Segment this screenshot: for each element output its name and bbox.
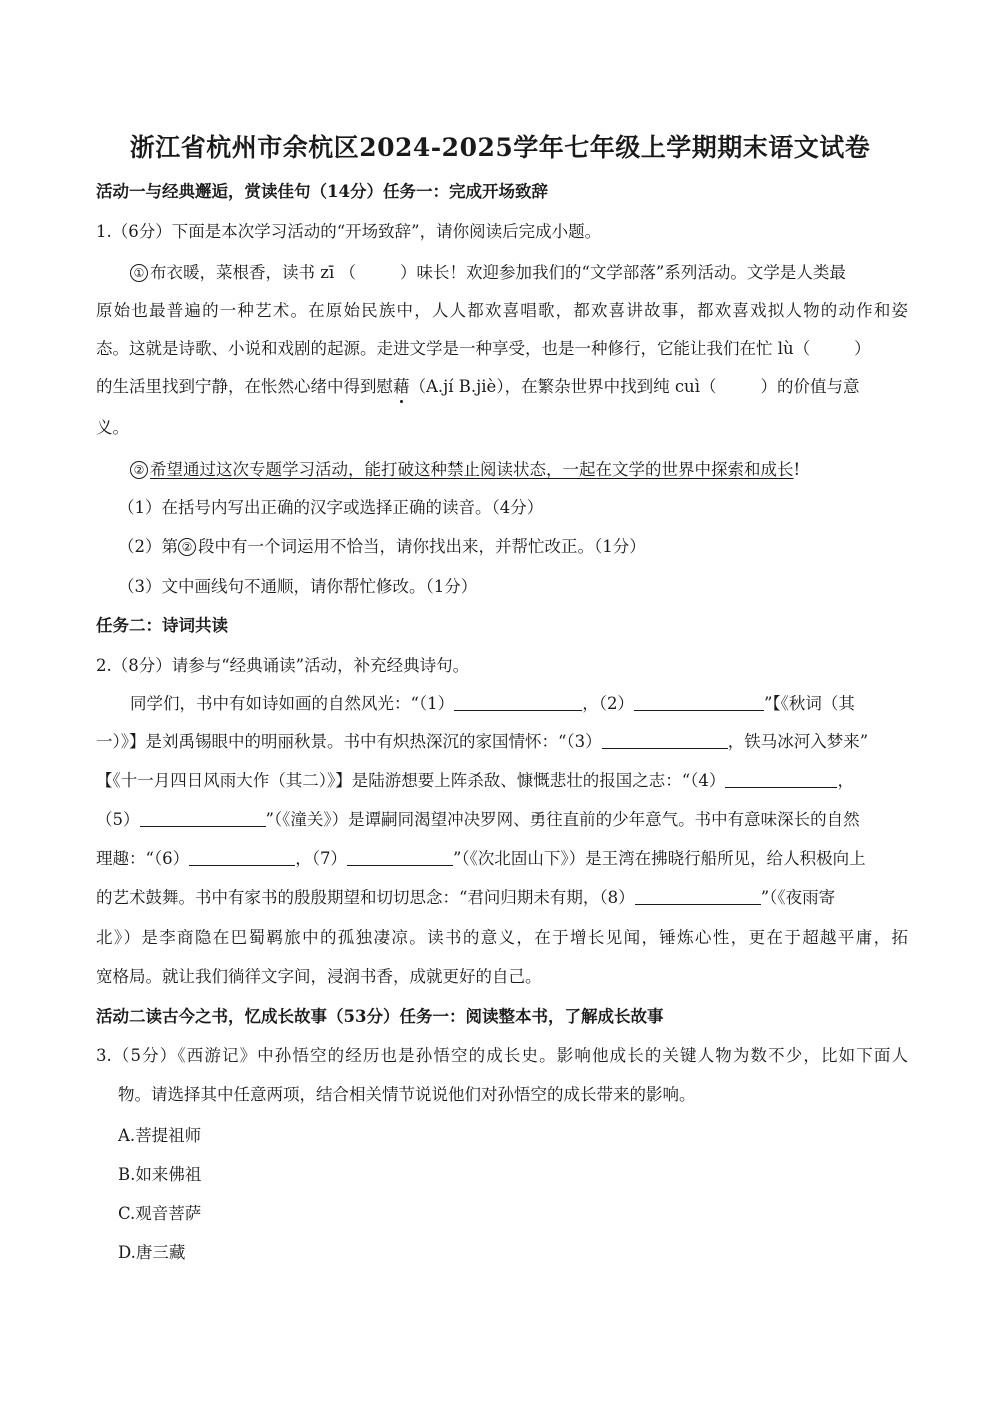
q1-stem: 1.（6分）下面是本次学习活动的“开场致辞”，请你阅读后完成小题。 (96, 222, 602, 241)
answer-blank-4[interactable] (725, 771, 837, 788)
q1-paragraph1-line3 (96, 337, 908, 361)
q2-l1-b: ，（2） (582, 694, 634, 713)
q2-l5-a: 理趣：“（6） (96, 849, 190, 868)
q1-p1-line4-c: ）的价值与意 (760, 377, 860, 396)
q2-l5-c: ”（《次北固山下》）是王湾在拂晓行船所见，给人积极向上 (452, 849, 866, 868)
q3-option-c: C.观音菩萨 (118, 1204, 202, 1223)
answer-blank-2[interactable] (634, 694, 764, 711)
q2-l4-b: ”（《潼关》）是谭嗣同渴望冲决罗网、勇往直前的少年意气。书中有意味深长的自然 (265, 810, 860, 829)
q1-sub2-b: 段中有一个词运用不恰当，请你找出来，并帮忙改正。（1分） (198, 537, 646, 556)
q2-line4 (96, 808, 908, 832)
q2-l6-b: ”（《夜雨寄 (760, 888, 836, 907)
q1-p1-text-b: ）味长！欢迎参加我们的“文学部落”系列活动。文学是人类最 (399, 263, 846, 282)
q2-l1-a: 同学们，书中有如诗如画的自然风光：“（1） (130, 694, 455, 713)
q2-l2-a: 一）》】是刘禹锡眼中的明丽秋景。书中有炽热深沉的家国情怀：“（3） (96, 732, 602, 751)
q1-p1-line4-a: 的生活里找到宁静，在怅然心绪中得到慰 (96, 377, 393, 396)
exam-title: 浙江省杭州市余杭区2024-2025学年七年级上学期期末语文试卷 (129, 133, 871, 162)
q2-line1 (130, 692, 908, 716)
q2-stem: 2.（8分）请参与“经典诵读”活动，补充经典诗句。 (96, 656, 470, 675)
q3-stem-line2: 物。请选择其中任意两项，结合相关情节说说他们对孙悟空的成长带来的影响。 (118, 1085, 696, 1104)
q1-p1-line3-b: ） (854, 339, 871, 358)
task2-heading: 任务二：诗词共读 (96, 616, 228, 635)
q1-p1-line3-a: 态。这就是诗歌、小说和戏剧的起源。走进文学是一种享受，也是一种修行，它能让我们在忙 lù（ (96, 339, 811, 358)
paragraph-number-2-ref: ② (178, 538, 196, 556)
answer-blank-6[interactable] (189, 849, 295, 866)
q2-l3-a: 【《十一月四日风雨大作（其二）》】是陆游想要上阵杀敌、慷慨悲壮的报国之志：“（4） (96, 771, 726, 790)
q2-l5-b: ，（7） (295, 849, 347, 868)
q1-paragraph2 (130, 458, 908, 482)
q2-l4-a: （5） (96, 810, 140, 829)
underlined-sentence: 希望通过这次专题学习活动，能打破这种禁止阅读状态，一起在文学的世界中探索和成长 (150, 460, 794, 479)
answer-blank-7[interactable] (347, 849, 453, 866)
q1-paragraph1-line1 (130, 261, 908, 285)
section1-heading: 活动一与经典邂逅，赏读佳句（14分）任务一：完成开场致辞 (96, 182, 548, 201)
q1-paragraph1-line5: 义。 (96, 418, 129, 437)
q1-p2-end: ! (793, 460, 801, 479)
q2-line5 (96, 847, 908, 871)
q1-sub2-a: （2）第 (118, 537, 178, 556)
answer-blank-5[interactable] (140, 810, 266, 827)
q2-line6 (96, 886, 908, 910)
paragraph-number-1: ① (130, 264, 148, 282)
q2-l3-b: ， (837, 771, 854, 790)
q1-p1-text-a: 布衣暖，菜根香，读书 zī （ (150, 263, 356, 282)
q3-option-b: B.如来佛祖 (118, 1165, 202, 1184)
answer-blank-1[interactable] (454, 694, 582, 711)
q1-paragraph1-line4 (96, 375, 908, 399)
q2-line8: 宽格局。就让我们徜徉文字间，浸润书香，成就更好的自己。 (96, 967, 542, 986)
q3-option-d: D.唐三藏 (118, 1243, 186, 1262)
q3-option-a: A.菩提祖师 (118, 1126, 202, 1145)
q2-l1-c: ”【《秋词（其 (763, 694, 855, 713)
q1-subquestion-3: （3）文中画线句不通顺，请你帮忙修改。（1分） (118, 577, 478, 596)
q1-paragraph1-line2: 原始也最普遍的一种艺术。在原始民族中，人人都欢喜唱歌，都欢喜讲故事，都欢喜戏拟人物的动作和姿 (96, 301, 908, 320)
answer-blank-8[interactable] (635, 888, 761, 905)
q2-l6-a: 的艺术鼓舞。书中有家书的殷殷期望和切切思念：“君问归期未有期，（8） (96, 888, 635, 907)
q1-subquestion-1: （1）在括号内写出正确的汉字或选择正确的读音。（4分） (118, 498, 544, 517)
emphasis-dot-char: 藉 (393, 377, 410, 396)
q1-subquestion-2 (118, 535, 908, 559)
q3-stem-line1: 3.（5分）《西游记》中孙悟空的经历也是孙悟空的成长史。影响他成长的关键人物为数不少，比如下面人 (96, 1046, 908, 1065)
q1-p1-line4-b: （A.jí B.jiè），在繁杂世界中找到纯 cuì（ (409, 377, 717, 396)
q2-line3 (96, 769, 908, 793)
q2-l2-b: ，铁马冰河入梦来” (727, 732, 869, 751)
answer-blank-3[interactable] (602, 732, 728, 749)
q2-line2 (96, 730, 908, 754)
section2-heading: 活动二读古今之书，忆成长故事（53分）任务一：阅读整本书，了解成长故事 (96, 1007, 664, 1026)
paragraph-number-2: ② (130, 461, 148, 479)
q2-line7: 北》）是李商隐在巴蜀羁旅中的孤独凄凉。读书的意义，在于增长见闻，锤炼心性，更在于超越平庸，拓 (96, 928, 908, 947)
